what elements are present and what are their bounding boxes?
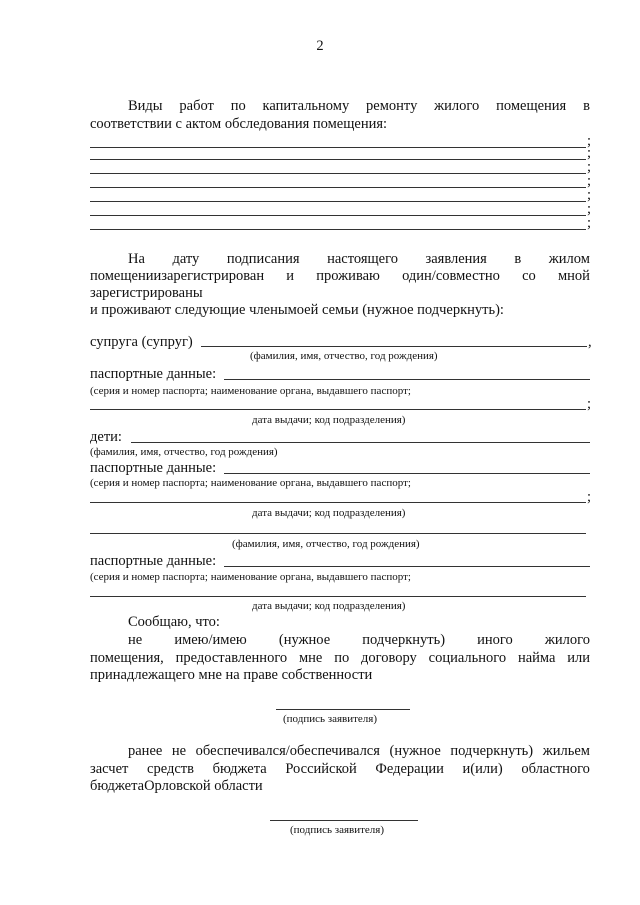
- works-blank-line[interactable]: [90, 159, 586, 160]
- works-blank-line[interactable]: [90, 215, 586, 216]
- works-intro-line-2: соответствии с актом обследования помещения:: [90, 116, 388, 132]
- word: мне: [298, 650, 323, 666]
- word: не: [171, 743, 187, 759]
- funding-line-1: [128, 743, 590, 760]
- children-name-field[interactable]: [131, 442, 590, 443]
- children-passport-label: паспортные данные:: [90, 460, 217, 476]
- member-name-hint: (фамилия, имя, отчество, год рождения): [232, 538, 420, 550]
- children-passport-end: ;: [587, 489, 592, 505]
- word: предоставленного: [175, 650, 288, 666]
- word: работ: [179, 98, 214, 114]
- spouse-name-field[interactable]: [201, 346, 587, 347]
- word: найма: [517, 650, 556, 666]
- registration-line-2: [90, 268, 590, 285]
- word: обеспечивался/обеспечивался: [195, 743, 380, 759]
- word: мной: [557, 268, 590, 284]
- word: в: [583, 98, 590, 114]
- word: иного: [477, 632, 513, 648]
- blank-end: ;: [587, 159, 592, 175]
- word: договору: [361, 650, 417, 666]
- word: ремонту: [366, 98, 418, 114]
- word: бюджета: [212, 761, 267, 777]
- children-passport-hint: (серия и номер паспорта; наименование органа, выдавшего паспорт;: [90, 477, 411, 489]
- children-label: дети:: [90, 429, 122, 445]
- word: настоящего: [327, 251, 398, 267]
- works-blank-line[interactable]: [90, 229, 586, 230]
- funding-line-2: [90, 761, 590, 778]
- member-issue-hint: дата выдачи; код подразделения): [252, 600, 406, 612]
- page-number: 2: [316, 38, 324, 54]
- statement-intro: Сообщаю, что:: [128, 614, 220, 630]
- word: в: [514, 251, 522, 267]
- word: дату: [172, 251, 200, 267]
- word: проживаю: [316, 268, 380, 284]
- word: ранее: [128, 743, 163, 759]
- word: средств: [147, 761, 194, 777]
- spouse-passport-end: ;: [587, 396, 592, 412]
- word: и(или): [462, 761, 503, 777]
- blank-end: ;: [587, 201, 592, 217]
- word: жилого: [434, 98, 480, 114]
- word: социального: [428, 650, 507, 666]
- member-passport-hint: (серия и номер паспорта; наименование органа, выдавшего паспорт;: [90, 571, 411, 583]
- word: На: [128, 251, 145, 267]
- word: помещения,: [90, 650, 164, 666]
- word: засчет: [90, 761, 129, 777]
- statement-line-1: [128, 632, 590, 649]
- spouse-name-hint: (фамилия, имя, отчество, год рождения): [250, 350, 438, 362]
- word: имею/имею: [174, 632, 247, 648]
- blank-end: ;: [587, 145, 592, 161]
- works-intro-line-1: [128, 98, 590, 115]
- word: Виды: [128, 98, 163, 114]
- word: подписания: [226, 251, 300, 267]
- word: по: [334, 650, 350, 666]
- funding-line-3: бюджетаОрловской области: [90, 778, 263, 794]
- blank-end: ;: [587, 133, 592, 149]
- word: Российской: [285, 761, 357, 777]
- word: жильем: [542, 743, 590, 759]
- spouse-end-mark: ,: [588, 334, 592, 350]
- signature-hint-1: (подпись заявителя): [283, 713, 378, 725]
- word: по: [230, 98, 246, 114]
- word: жилом: [548, 251, 590, 267]
- word: капитальному: [262, 98, 350, 114]
- word: (нужное: [278, 632, 331, 648]
- children-passport-field[interactable]: [224, 473, 590, 474]
- word: со: [522, 268, 536, 284]
- word: или: [567, 650, 590, 666]
- word: Федерации: [375, 761, 444, 777]
- works-blank-line[interactable]: [90, 147, 586, 148]
- member-passport-field[interactable]: [224, 566, 590, 567]
- children-passport-field-2[interactable]: [90, 502, 586, 503]
- word: помещениизарегистрирован: [90, 268, 265, 284]
- word: жилого: [544, 632, 590, 648]
- member-passport-label: паспортные данные:: [90, 553, 217, 569]
- spouse-passport-field[interactable]: [224, 379, 590, 380]
- member-name-field[interactable]: [90, 533, 586, 534]
- member-passport-field-2[interactable]: [90, 596, 586, 597]
- word: заявления: [425, 251, 487, 267]
- blank-end: ;: [587, 187, 592, 203]
- signature-hint-2: (подпись заявителя): [290, 824, 385, 836]
- statement-line-2: [90, 650, 590, 667]
- works-blank-line[interactable]: [90, 201, 586, 202]
- spouse-passport-label: паспортные данные:: [90, 366, 217, 382]
- registration-line-1: [128, 251, 590, 268]
- registration-line-4: и проживают следующие членымоей семьи (нужное подчеркнуть):: [90, 302, 504, 318]
- word: подчеркнуть): [450, 743, 534, 759]
- word: подчеркнуть): [362, 632, 446, 648]
- spouse-passport-hint: (серия и номер паспорта; наименование органа, выдавшего паспорт;: [90, 385, 411, 397]
- word: не: [128, 632, 143, 648]
- works-blank-line[interactable]: [90, 187, 586, 188]
- spouse-passport-field-2[interactable]: [90, 409, 586, 410]
- blank-end: ;: [587, 215, 592, 231]
- word: (нужное: [389, 743, 441, 759]
- children-issue-hint: дата выдачи; код подразделения): [252, 507, 406, 519]
- word: помещения: [496, 98, 567, 114]
- statement-line-3: принадлежащего мне на праве собственности: [90, 667, 373, 683]
- spouse-label: супруга (супруг): [90, 334, 193, 350]
- children-name-hint: (фамилия, имя, отчество, год рождения): [90, 446, 278, 458]
- registration-line-3: зарегистрированы: [90, 285, 203, 301]
- signature-field-2[interactable]: [270, 820, 418, 821]
- word: и: [286, 268, 295, 284]
- word: один/совместно: [402, 268, 500, 284]
- works-blank-line[interactable]: [90, 173, 586, 174]
- signature-field-1[interactable]: [276, 709, 410, 710]
- blank-end: ;: [587, 173, 592, 189]
- spouse-issue-hint: дата выдачи; код подразделения): [252, 414, 406, 426]
- word: областного: [521, 761, 590, 777]
